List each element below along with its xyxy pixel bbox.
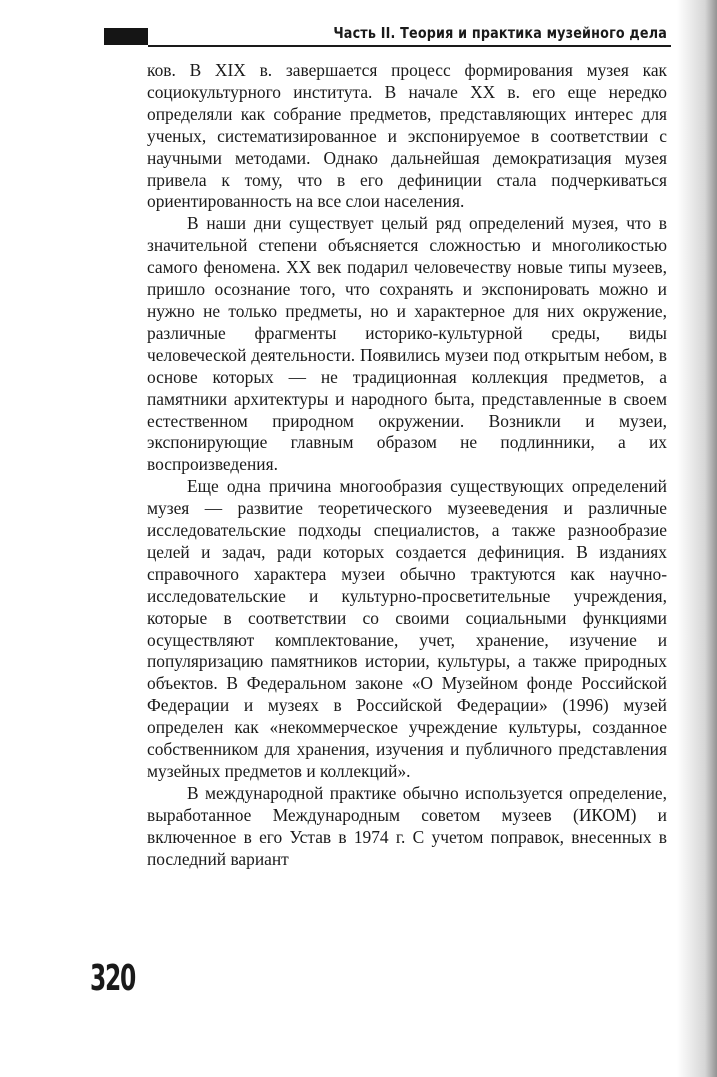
page-edge-shadow	[677, 0, 717, 1077]
running-head: Часть II. Теория и практика музейного дела	[333, 24, 667, 42]
body-text	[147, 60, 667, 871]
header-black-tab	[104, 28, 148, 45]
paragraph-1: ков. В XIX в. завершается процесс формирования музея как социокультурного института. В начале XX в. его еще нередко определяли как собрание предметов, представляющих интерес для ученых, систематизированное и экспонируемое в соответствии с научными методами. Однако дальнейшая демократизация музея привела к тому, что в его дефиниции стала подчеркиваться ориентированность на все слои населения.	[147, 60, 667, 212]
paragraph-3: Еще одна причина многообразия существующих определений музея — развитие теоретического музееведения и различные исследовательские подходы специалистов, а также разнообразие целей и задач, ради которых создается дефиниция. В изданиях справочного характера музеи обычно трактуются как научно-исследовательские и культурно-просветительные учреждения, которые в соответствии со своими социальными функциями осуществляют комплектование, учет, хранение, изучение и популяризацию памятников истории, культуры, а также природных объектов. В Федеральном законе «О Музейном фонде Российской Федерации и музеях в Российской Федерации» (1996) музей определен как «некоммерческое учреждение культуры, созданное собственником для хранения, изучения и публичного представления музейных предметов и коллекций».	[147, 476, 667, 781]
header-rule	[148, 45, 671, 47]
paragraph-2: В наши дни существует целый ряд определений музея, что в значительной степени объясняется сложностью и многоликостью самого феномена. XX век подарил человечеству новые типы музеев, пришло осознание того, что сохранять и экспонировать можно и нужно не только предметы, но и характерное для них окружение, различные фрагменты историко-культурной среды, виды человеческой деятельности. Появились музеи под открытым небом, в основе которых — не традиционная коллекция предметов, а памятники архитектуры и народного быта, представленные в своем естественном природном окружении. Возникли и музеи, экспонирующие главным образом не подлинники, а их воспроизведения.	[147, 213, 667, 475]
page-number: 320	[90, 958, 135, 999]
paragraph-4: В международной практике обычно используется определение, выработанное Международным советом музеев (ИКОМ) и включенное в его Устав в 1974 г. С учетом поправок, внесенных в последний вариант	[147, 782, 667, 869]
